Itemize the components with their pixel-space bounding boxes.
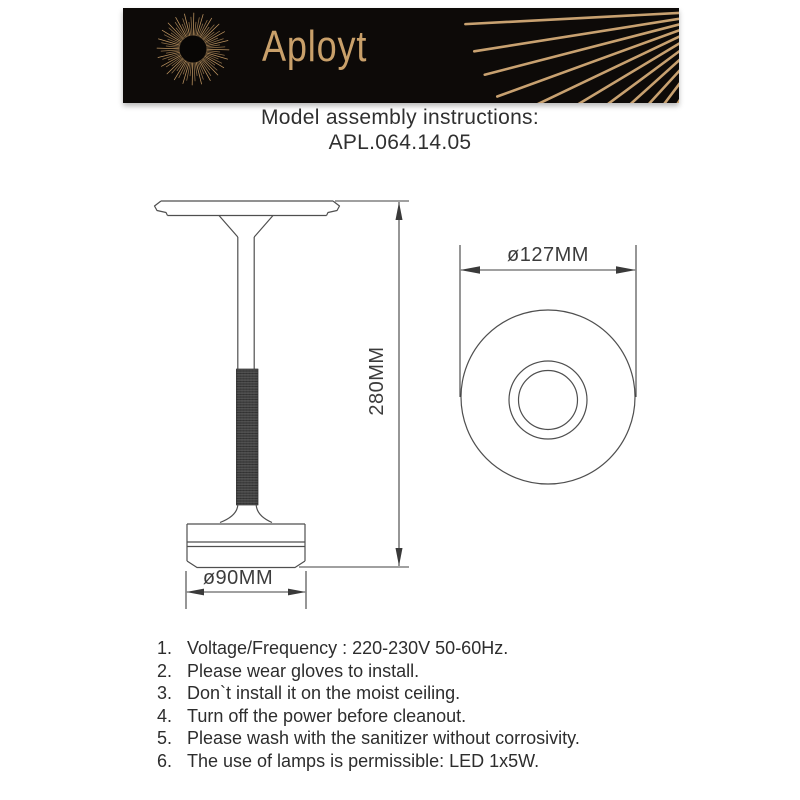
dimension-127mm	[460, 245, 636, 397]
item-number: 2.	[156, 660, 172, 681]
lamp-shade-profile	[155, 201, 340, 216]
item-number: 1.	[156, 638, 172, 658]
item-number: 3.	[156, 683, 172, 703]
list-item	[0, 682, 800, 705]
dimension-280mm	[299, 201, 409, 567]
model-number: APL.064.14.05	[328, 131, 472, 154]
arrow-left	[460, 266, 480, 274]
arrow-left	[186, 589, 204, 596]
top-diameter-label: ø127MM	[507, 244, 589, 266]
brand-banner	[123, 8, 679, 103]
lamp-funnel	[219, 216, 273, 238]
starburst-center	[180, 36, 207, 63]
hub-inner-circle	[519, 371, 578, 430]
item-number: 6.	[156, 750, 172, 771]
item-text: Don`t install it on the moist ceiling.	[187, 683, 461, 703]
technical-drawing	[0, 170, 800, 640]
page-title: Model assembly instructions:	[260, 106, 539, 129]
item-text: The use of lamps is permissible: LED 1x5W.	[187, 750, 540, 771]
list-item	[0, 705, 800, 728]
lamp-flare	[220, 505, 272, 523]
list-item	[0, 750, 800, 773]
list-item	[0, 660, 800, 683]
item-text: Voltage/Frequency : 220-230V 50-60Hz.	[187, 638, 509, 658]
item-number: 4.	[156, 705, 172, 726]
list-item	[0, 727, 800, 750]
item-text: Turn off the power before cleanout.	[187, 705, 467, 726]
arrow-right	[288, 589, 306, 596]
hub-outer-circle	[509, 361, 587, 439]
title-block	[0, 105, 800, 155]
lamp-base	[187, 524, 305, 568]
base-diameter-label: ø90MM	[202, 567, 274, 589]
list-item	[0, 637, 800, 660]
arrow-right	[616, 266, 636, 274]
corner-rays-decoration	[465, 11, 679, 103]
lamp-stem	[238, 237, 254, 369]
item-text: Please wash with the sanitizer without corrosivity.	[187, 728, 580, 748]
item-text: Please wear gloves to install.	[187, 660, 420, 681]
item-number: 5.	[156, 728, 172, 748]
brand-logo-text: Aployt	[262, 22, 368, 71]
instruction-list	[0, 637, 800, 772]
height-dimension-label: 280MM	[366, 346, 388, 416]
arrow-up	[396, 202, 403, 220]
arrow-down	[396, 548, 403, 566]
lamp-side-view	[155, 201, 340, 568]
lamp-top-view	[461, 310, 635, 484]
banner-decorations	[123, 8, 679, 103]
shade-outline-circle	[461, 310, 635, 484]
